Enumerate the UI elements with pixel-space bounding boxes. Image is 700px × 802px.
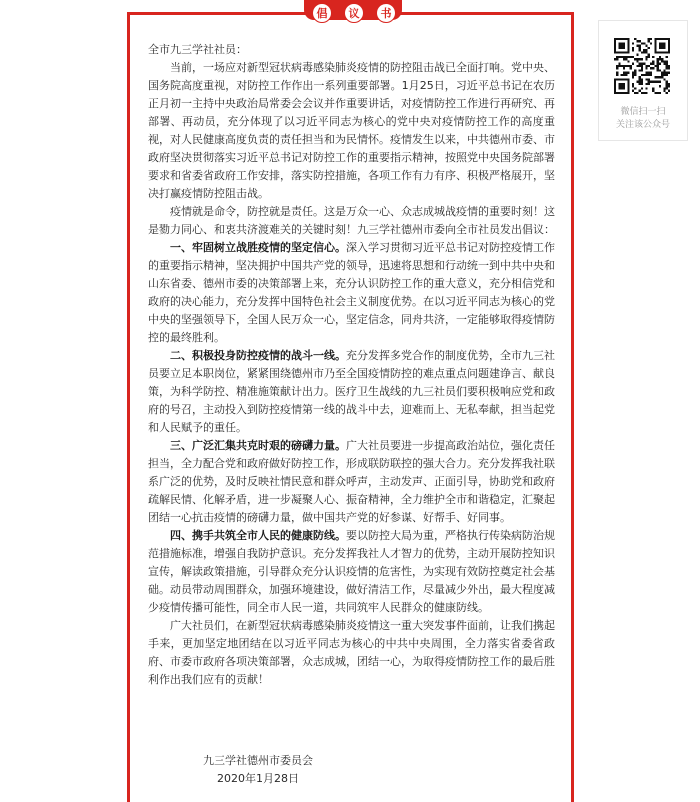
qr-module	[618, 42, 625, 49]
qr-module	[645, 92, 647, 94]
qr-module	[621, 56, 623, 58]
qr-module	[639, 58, 641, 60]
qr-module	[639, 83, 641, 85]
qr-module	[634, 69, 636, 71]
section-heading: 三、广泛汇集共克时艰的磅礴力量。	[170, 439, 346, 452]
qr-module	[648, 40, 650, 42]
qr-module	[668, 85, 670, 87]
qr-module	[652, 81, 654, 83]
qr-module	[666, 85, 668, 87]
qr-module	[639, 81, 641, 83]
qr-module	[659, 85, 661, 87]
qr-module	[645, 67, 647, 69]
qr-module	[652, 63, 654, 65]
title-banner	[304, 0, 402, 26]
qr-module	[632, 74, 634, 76]
qr-module	[657, 92, 659, 94]
qr-code-icon[interactable]	[614, 38, 670, 94]
qr-module	[639, 45, 641, 47]
qr-module	[641, 74, 643, 76]
qr-module	[632, 85, 634, 87]
section-body: 充分发挥多党合作的制度优势，全市九三社员要立足本职岗位，紧紧围绕德州市乃至全国疫情防控的难点重点问题建诤言、献良策，为科学防控、精准施策献计出力。医疗卫生战线的九三社员们要积极响应党和政府的号召，主动投入到防控疫情第一线的战斗中去，迎难而上、无私奉献，担当起党和人民赋予的重任。	[148, 349, 555, 434]
qr-module	[657, 63, 659, 65]
qr-module	[616, 65, 618, 67]
qr-module	[625, 65, 627, 67]
qr-module	[643, 92, 645, 94]
qr-module	[648, 81, 650, 83]
qr-module	[668, 65, 670, 67]
qr-module	[645, 72, 647, 74]
qr-module	[627, 65, 629, 67]
qr-module	[652, 67, 654, 69]
qr-module	[657, 60, 659, 62]
qr-module	[636, 40, 638, 42]
qr-module	[650, 81, 652, 83]
paragraph: 当前，一场应对新型冠状病毒感染肺炎疫情的防控阻击战已全面打响。党中央、国务院高度重视，对防控工作作出一系列重要部署。1月25日，习近平总书记在农历正月初一主持中央政治局常委会会议并作重要讲话，对疫情防控工作进行再研究、再部署、再动员，充分体现了以习近平同志为核心的党中央对疫情防控工作的高度重视，对人民健康高度负责的责任担当和为民情怀。疫情发生以来，中共德州市委、市政府坚决贯彻落实习近平总书记对防控工作的重要指示精神，按照党中央国务院部署要求和省委省政府工作安排，落实防控措施，各项工作有力有序、积极严格展开，坚决打赢疫情防控阻击战。	[148, 61, 555, 200]
qr-module	[616, 56, 618, 58]
qr-module	[623, 72, 625, 74]
qr-module	[645, 78, 647, 80]
qr-module	[630, 56, 632, 58]
qr-module	[641, 78, 643, 80]
salutation: 全市九三学社社员：	[148, 43, 247, 56]
qr-module	[666, 92, 668, 94]
qr-module	[661, 72, 663, 74]
qr-module	[641, 58, 643, 60]
qr-module	[652, 60, 654, 62]
qr-caption-line1: 微信扫一扫	[620, 107, 666, 117]
qr-module	[627, 56, 629, 58]
qr-module	[659, 63, 661, 65]
qr-module	[641, 83, 643, 85]
qr-module	[632, 49, 634, 51]
qr-module	[645, 51, 647, 53]
qr-module	[636, 92, 638, 94]
qr-module	[616, 58, 618, 60]
qr-module	[663, 60, 665, 62]
qr-module	[659, 76, 661, 78]
qr-module	[632, 42, 634, 44]
qr-module	[625, 56, 627, 58]
section-heading: 一、牢固树立战胜疫情的坚定信心。	[170, 241, 346, 254]
qr-module	[666, 74, 668, 76]
qr-module	[634, 72, 636, 74]
qr-module	[648, 54, 650, 56]
qr-module	[625, 74, 627, 76]
qr-module	[632, 56, 634, 58]
qr-module	[659, 69, 661, 71]
qr-caption	[599, 106, 687, 132]
qr-module	[657, 76, 659, 78]
qr-module	[663, 72, 665, 74]
section-heading: 四、携手共筑全市人民的健康防线。	[170, 529, 346, 542]
qr-module	[645, 56, 647, 58]
qr-module	[616, 72, 618, 74]
signature-date: 2020年1月28日	[217, 772, 299, 785]
signature-org: 九三学社德州市委员会	[203, 754, 313, 767]
qr-module	[639, 90, 641, 92]
qr-module	[639, 65, 641, 67]
qr-module	[659, 56, 661, 58]
qr-module	[654, 76, 656, 78]
qr-module	[657, 58, 659, 60]
document-body	[148, 41, 555, 689]
qr-module	[643, 74, 645, 76]
qr-module	[645, 49, 647, 51]
qr-module	[625, 72, 627, 74]
qr-module	[641, 67, 643, 69]
qr-module	[650, 42, 652, 44]
qr-module	[645, 65, 647, 67]
qr-module	[639, 69, 641, 71]
banner-char: 议	[344, 3, 364, 23]
banner-char: 书	[376, 3, 396, 23]
qr-module	[645, 83, 647, 85]
qr-module	[645, 87, 647, 89]
qr-module	[661, 74, 663, 76]
qr-module	[623, 58, 625, 60]
section-heading: 二、积极投身防控疫情的战斗一线。	[170, 349, 346, 362]
qr-module	[666, 63, 668, 65]
qr-module	[636, 54, 638, 56]
qr-module	[641, 51, 643, 53]
qr-module	[663, 90, 665, 92]
qr-module	[643, 49, 645, 51]
qr-module	[641, 87, 643, 89]
qr-module	[636, 81, 638, 83]
qr-module	[639, 76, 641, 78]
qr-module	[668, 90, 670, 92]
qr-module	[641, 63, 643, 65]
section-body: 广大社员要进一步提高政治站位，强化责任担当，全力配合党和政府做好防控工作，形成联防联控的强大合力。充分发挥我社联系广泛的优势，及时反映社情民意和群众呼声，主动发声、正面引导，协助党和政府疏解民情、化解矛盾，进一步凝聚人心、振奋精神，全力维护全市和谐稳定，汇聚起团结一心抗击疫情的磅礴力量，做中国共产党的好参谋、好帮手、好同事。	[148, 439, 555, 524]
qr-module	[663, 74, 665, 76]
qr-module	[618, 63, 620, 65]
qr-module	[666, 81, 668, 83]
qr-module	[641, 65, 643, 67]
qr-module	[666, 56, 668, 58]
qr-module	[654, 65, 656, 67]
qr-module	[623, 74, 625, 76]
qr-module	[661, 60, 663, 62]
qr-module	[657, 81, 659, 83]
qr-module	[659, 58, 661, 60]
qr-module	[636, 45, 638, 47]
section	[148, 527, 555, 617]
qr-module	[621, 74, 623, 76]
qr-module	[648, 56, 650, 58]
qr-module	[663, 69, 665, 71]
qr-module	[659, 42, 666, 49]
paragraph: 疫情就是命令，防控就是责任。这是万众一心、众志成城战疫情的重要时刻！这是勠力同心、和衷共济渡难关的关键时刻！九三学社德州市委向全市社员发出倡议：	[148, 205, 555, 236]
qr-module	[648, 72, 650, 74]
qr-module	[634, 58, 636, 60]
qr-module	[632, 72, 634, 74]
qr-module	[634, 74, 636, 76]
qr-module	[621, 65, 623, 67]
qr-module	[654, 92, 656, 94]
qr-module	[648, 74, 650, 76]
qr-module	[659, 81, 661, 83]
qr-module	[668, 83, 670, 85]
qr-module	[616, 74, 618, 76]
qr-module	[627, 72, 629, 74]
qr-module	[648, 65, 650, 67]
qr-module	[618, 83, 625, 90]
qr-card[interactable]	[598, 20, 688, 141]
qr-module	[641, 69, 643, 71]
qr-module	[632, 83, 634, 85]
closing-paragraph: 广大社员们，在新型冠状病毒感染肺炎疫情这一重大突发事件面前，让我们携起手来，更加坚定地团结在以习近平同志为核心的中共中央周围，全力落实省委省政府、市委市政府各项决策部署，众志成城，团结一心，为取得疫情防控工作的最后胜利作出我们应有的贡献！	[148, 619, 555, 686]
qr-module	[645, 45, 647, 47]
qr-module	[645, 58, 647, 60]
qr-module	[623, 65, 625, 67]
qr-module	[639, 49, 641, 51]
qr-module	[623, 67, 625, 69]
signature-block	[203, 752, 313, 788]
qr-module	[648, 38, 650, 40]
qr-module	[636, 58, 638, 60]
qr-module	[666, 72, 668, 74]
qr-module	[668, 67, 670, 69]
qr-module	[652, 90, 654, 92]
qr-module	[657, 69, 659, 71]
qr-module	[666, 65, 668, 67]
qr-module	[648, 47, 650, 49]
section	[148, 437, 555, 527]
qr-module	[648, 83, 650, 85]
qr-module	[657, 65, 659, 67]
qr-module	[627, 60, 629, 62]
qr-module	[654, 81, 656, 83]
qr-module	[625, 58, 627, 60]
qr-module	[666, 60, 668, 62]
qr-module	[652, 56, 654, 58]
qr-module	[668, 72, 670, 74]
qr-module	[641, 81, 643, 83]
qr-module	[650, 72, 652, 74]
qr-module	[661, 58, 663, 60]
qr-module	[648, 78, 650, 80]
qr-module	[650, 67, 652, 69]
qr-module	[623, 56, 625, 58]
qr-module	[634, 92, 636, 94]
qr-module	[636, 65, 638, 67]
qr-module	[618, 56, 620, 58]
qr-module	[639, 40, 641, 42]
qr-module	[618, 65, 620, 67]
qr-module	[661, 76, 663, 78]
qr-module	[663, 63, 665, 65]
qr-module	[652, 87, 654, 89]
qr-module	[616, 67, 618, 69]
section-body: 深入学习贯彻习近平总书记对防控疫情工作的重要指示精神，坚决拥护中国共产党的领导，迅速将思想和行动统一到中共中央和山东省委、德州市委的决策部署上来，充分认识防控工作的重大意义，充分相信党和政府的决心能力，充分发挥中国特色社会主义制度优势。在以习近平同志为核心的党中央的坚强领导下，全国人民万众一心，坚定信念，同舟共济，一定能够取得疫情防控的最终胜利。	[148, 241, 555, 344]
section	[148, 239, 555, 347]
qr-module	[666, 67, 668, 69]
qr-module	[645, 74, 647, 76]
qr-module	[666, 87, 668, 89]
qr-module	[641, 42, 643, 44]
qr-module	[632, 63, 634, 65]
qr-module	[643, 63, 645, 65]
qr-module	[657, 67, 659, 69]
banner-char: 倡	[312, 3, 332, 23]
qr-module	[666, 83, 668, 85]
section-body: 要以防控大局为重，严格执行传染病防治规范措施标准，增强自我防护意识。充分发挥我社人才智力的优势，主动开展防控知识宣传，解读政策措施，引导群众充分认识疫情的危害性，为实现有效防控奠定社会基础。动员带动周围群众，加强环境建设，做好清洁工作，尽量减少外出，最大程度减少疫情传播可能性，同全市人民一道，共同筑牢人民群众的健康防线。	[148, 529, 555, 614]
qr-module	[634, 87, 636, 89]
qr-module	[634, 38, 636, 40]
qr-module	[659, 92, 661, 94]
qr-module	[650, 74, 652, 76]
qr-module	[614, 58, 616, 60]
qr-module	[636, 60, 638, 62]
qr-module	[643, 51, 645, 53]
section	[148, 347, 555, 437]
qr-module	[663, 87, 665, 89]
qr-module	[630, 65, 632, 67]
qr-module	[663, 78, 665, 80]
qr-module	[650, 63, 652, 65]
qr-module	[632, 76, 634, 78]
qr-caption-line2: 关注该公众号	[615, 120, 670, 130]
qr-module	[632, 90, 634, 92]
qr-module	[643, 42, 645, 44]
qr-module	[639, 63, 641, 65]
qr-module	[632, 47, 634, 49]
qr-module	[630, 67, 632, 69]
qr-module	[639, 78, 641, 80]
qr-module	[650, 38, 652, 40]
qr-module	[641, 92, 643, 94]
qr-module	[639, 47, 641, 49]
